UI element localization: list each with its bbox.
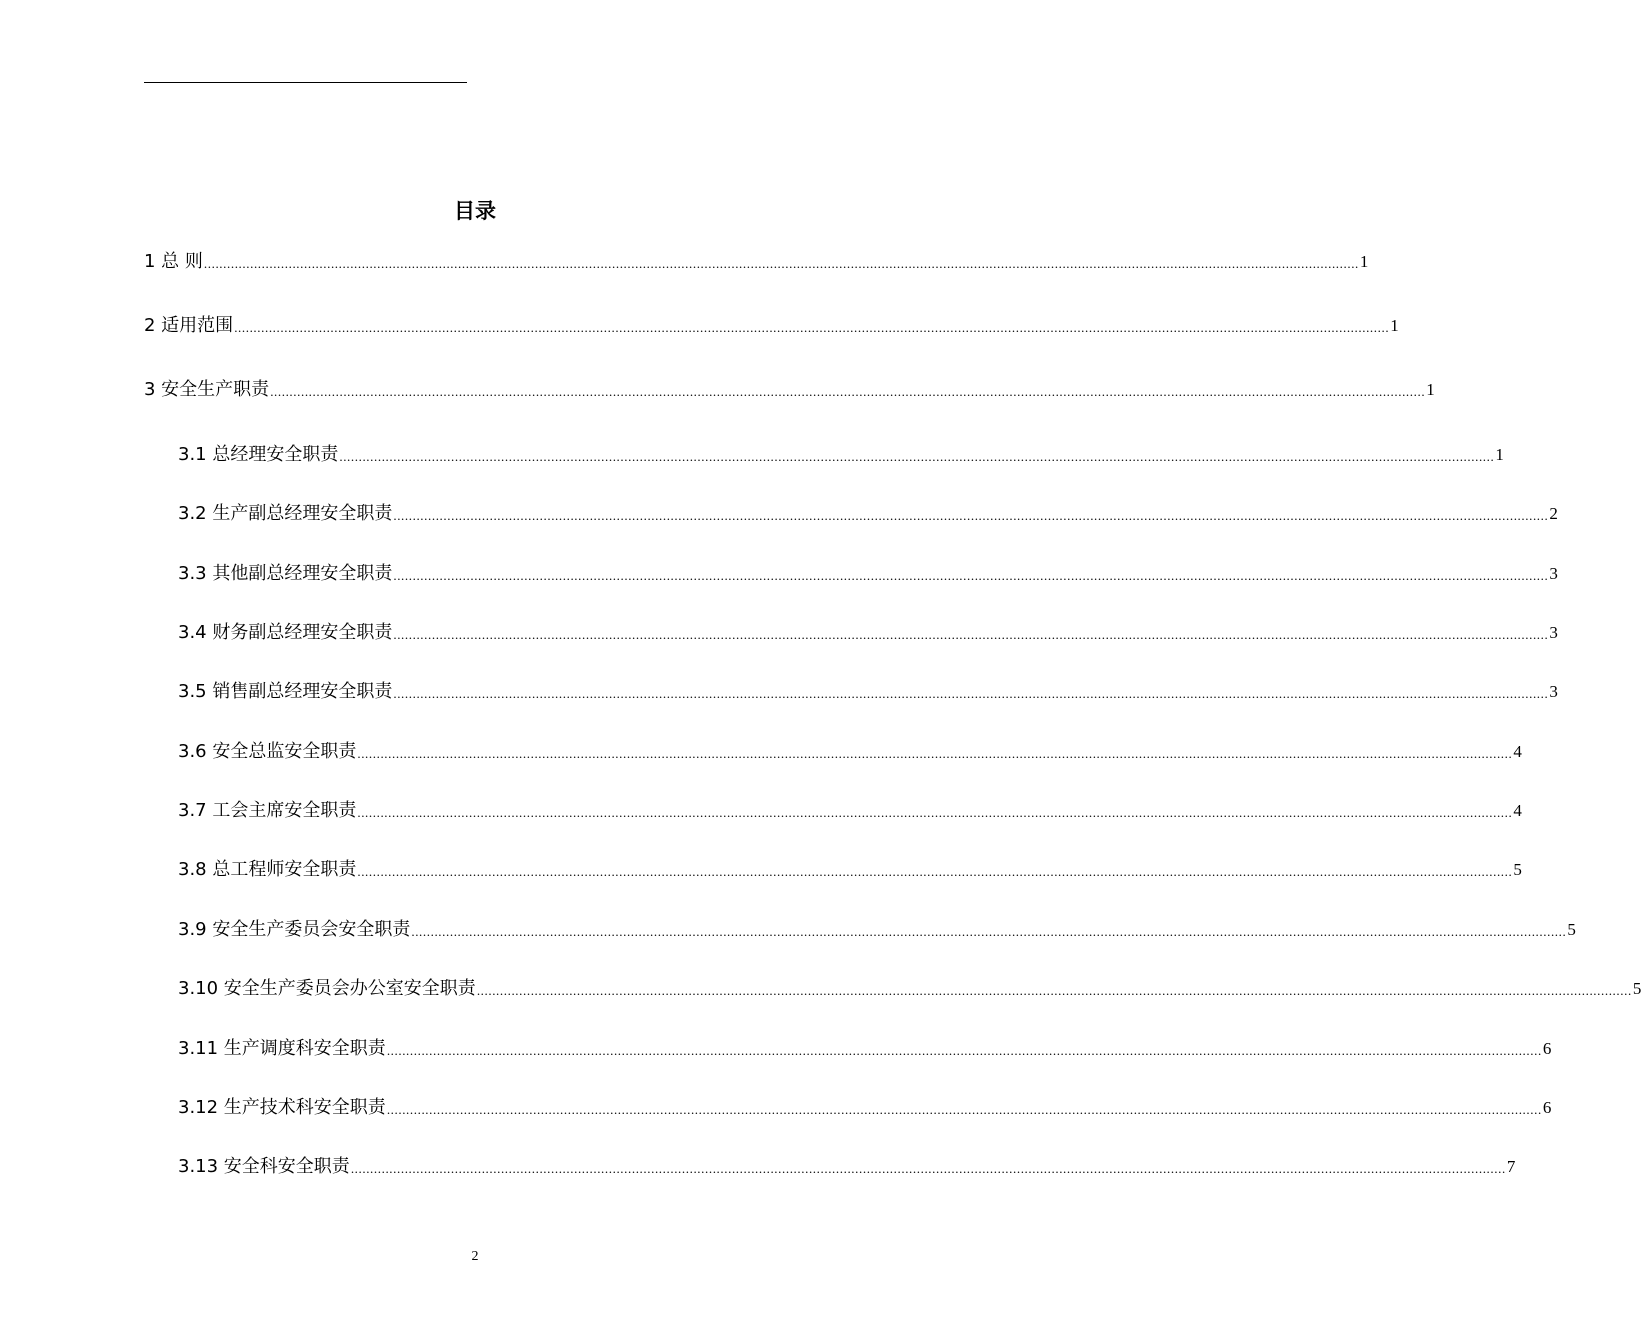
toc-entry-page: 4 [1513,742,1522,761]
toc-dot-leader: ............................................................................................................................................................................................................................................................................................................ [270,384,1426,399]
toc-entry-label: 3.2 生产副总经理安全职责 [178,503,393,524]
header-rule [144,82,467,83]
toc-entry-page: 1 [1426,380,1435,399]
page-number: 2 [471,1249,479,1264]
toc-entry-page: 4 [1513,801,1522,820]
toc-dot-leader: ............................................................................................................................................................................................................................................................................................................ [393,686,1549,701]
toc-dot-leader: ............................................................................................................................................................................................................................................................................................................ [476,983,1632,998]
toc-title: 目录 [454,199,496,223]
toc-entry-label: 3.8 总工程师安全职责 [178,859,357,880]
toc-entry-page: 3 [1549,564,1558,583]
toc-entry-page: 6 [1542,1098,1552,1117]
toc-entry-page: 6 [1542,1039,1552,1058]
toc-entry-label: 3.12 生产技术科安全职责 [178,1097,386,1118]
toc-dot-leader: ............................................................................................................................................................................................................................................................................................................ [393,568,1549,583]
toc-entry-label: 3.7 工会主席安全职责 [178,800,357,821]
toc-dot-leader: ............................................................................................................................................................................................................................................................................................................ [386,1102,1542,1117]
toc-entry-page: 2 [1549,504,1558,523]
toc-entry-label: 2 适用范围 [144,315,234,336]
toc-entry-label: 3.3 其他副总经理安全职责 [178,563,393,584]
toc-entry-2[interactable] [144,311,1399,337]
toc-entry-page: 5 [1632,979,1641,998]
toc-entry-label: 3.9 安全生产委员会安全职责 [178,919,411,940]
toc-entry-label: 3.10 安全生产委员会办公室安全职责 [178,978,476,999]
toc-entry-page: 7 [1506,1157,1516,1176]
toc-entry-3-10[interactable] [178,974,1641,1000]
toc-entry-3-6[interactable] [178,737,1522,763]
toc-entry-label: 3 安全生产职责 [144,379,270,400]
toc-entry-3-1[interactable] [178,440,1504,466]
toc-entry-page: 3 [1549,682,1558,701]
toc-entry-3-2[interactable] [178,499,1558,525]
toc-entry-3-9[interactable] [178,915,1576,941]
toc-dot-leader: ............................................................................................................................................................................................................................................................................................................ [357,805,1513,820]
toc-entry-label: 1 总 则 [144,251,203,272]
toc-dot-leader: ............................................................................................................................................................................................................................................................................................................ [203,256,1359,271]
toc-entry-3-4[interactable] [178,618,1558,644]
toc-entry-label: 3.11 生产调度科安全职责 [178,1038,386,1059]
toc-dot-leader: ............................................................................................................................................................................................................................................................................................................ [234,320,1390,335]
toc-dot-leader: ............................................................................................................................................................................................................................................................................................................ [339,449,1495,464]
toc-entry-3-3[interactable] [178,559,1558,585]
toc-entry-page: 5 [1567,920,1576,939]
toc-entry-label: 3.13 安全科安全职责 [178,1156,350,1177]
toc-dot-leader: ............................................................................................................................................................................................................................................................................................................ [357,864,1513,879]
toc-entry-3-13[interactable] [178,1152,1516,1178]
toc-dot-leader: ............................................................................................................................................................................................................................................................................................................ [393,627,1549,642]
toc-entry-3-5[interactable] [178,677,1558,703]
toc-entry-label: 3.6 安全总监安全职责 [178,741,357,762]
toc-dot-leader: ............................................................................................................................................................................................................................................................................................................ [386,1043,1542,1058]
toc-dot-leader: ............................................................................................................................................................................................................................................................................................................ [393,508,1549,523]
toc-entry-page: 1 [1495,445,1504,464]
toc-entry-label: 3.5 销售副总经理安全职责 [178,681,393,702]
toc-entry-1[interactable] [144,247,1369,273]
toc-entry-3-8[interactable] [178,855,1522,881]
toc-entry-page: 1 [1359,252,1369,271]
toc-entry-3-11[interactable] [178,1034,1552,1060]
toc-entry-page: 3 [1549,623,1558,642]
toc-entry-3-7[interactable] [178,796,1522,822]
toc-dot-leader: ............................................................................................................................................................................................................................................................................................................ [357,746,1513,761]
toc-entry-page: 5 [1513,860,1522,879]
toc-dot-leader: ............................................................................................................................................................................................................................................................................................................ [411,924,1567,939]
toc-entry-3-12[interactable] [178,1093,1552,1119]
toc-entry-label: 3.1 总经理安全职责 [178,444,339,465]
toc-entry-page: 1 [1390,316,1399,335]
toc-dot-leader: ............................................................................................................................................................................................................................................................................................................ [350,1161,1506,1176]
toc-entry-3[interactable] [144,375,1435,401]
toc-entry-label: 3.4 财务副总经理安全职责 [178,622,393,643]
